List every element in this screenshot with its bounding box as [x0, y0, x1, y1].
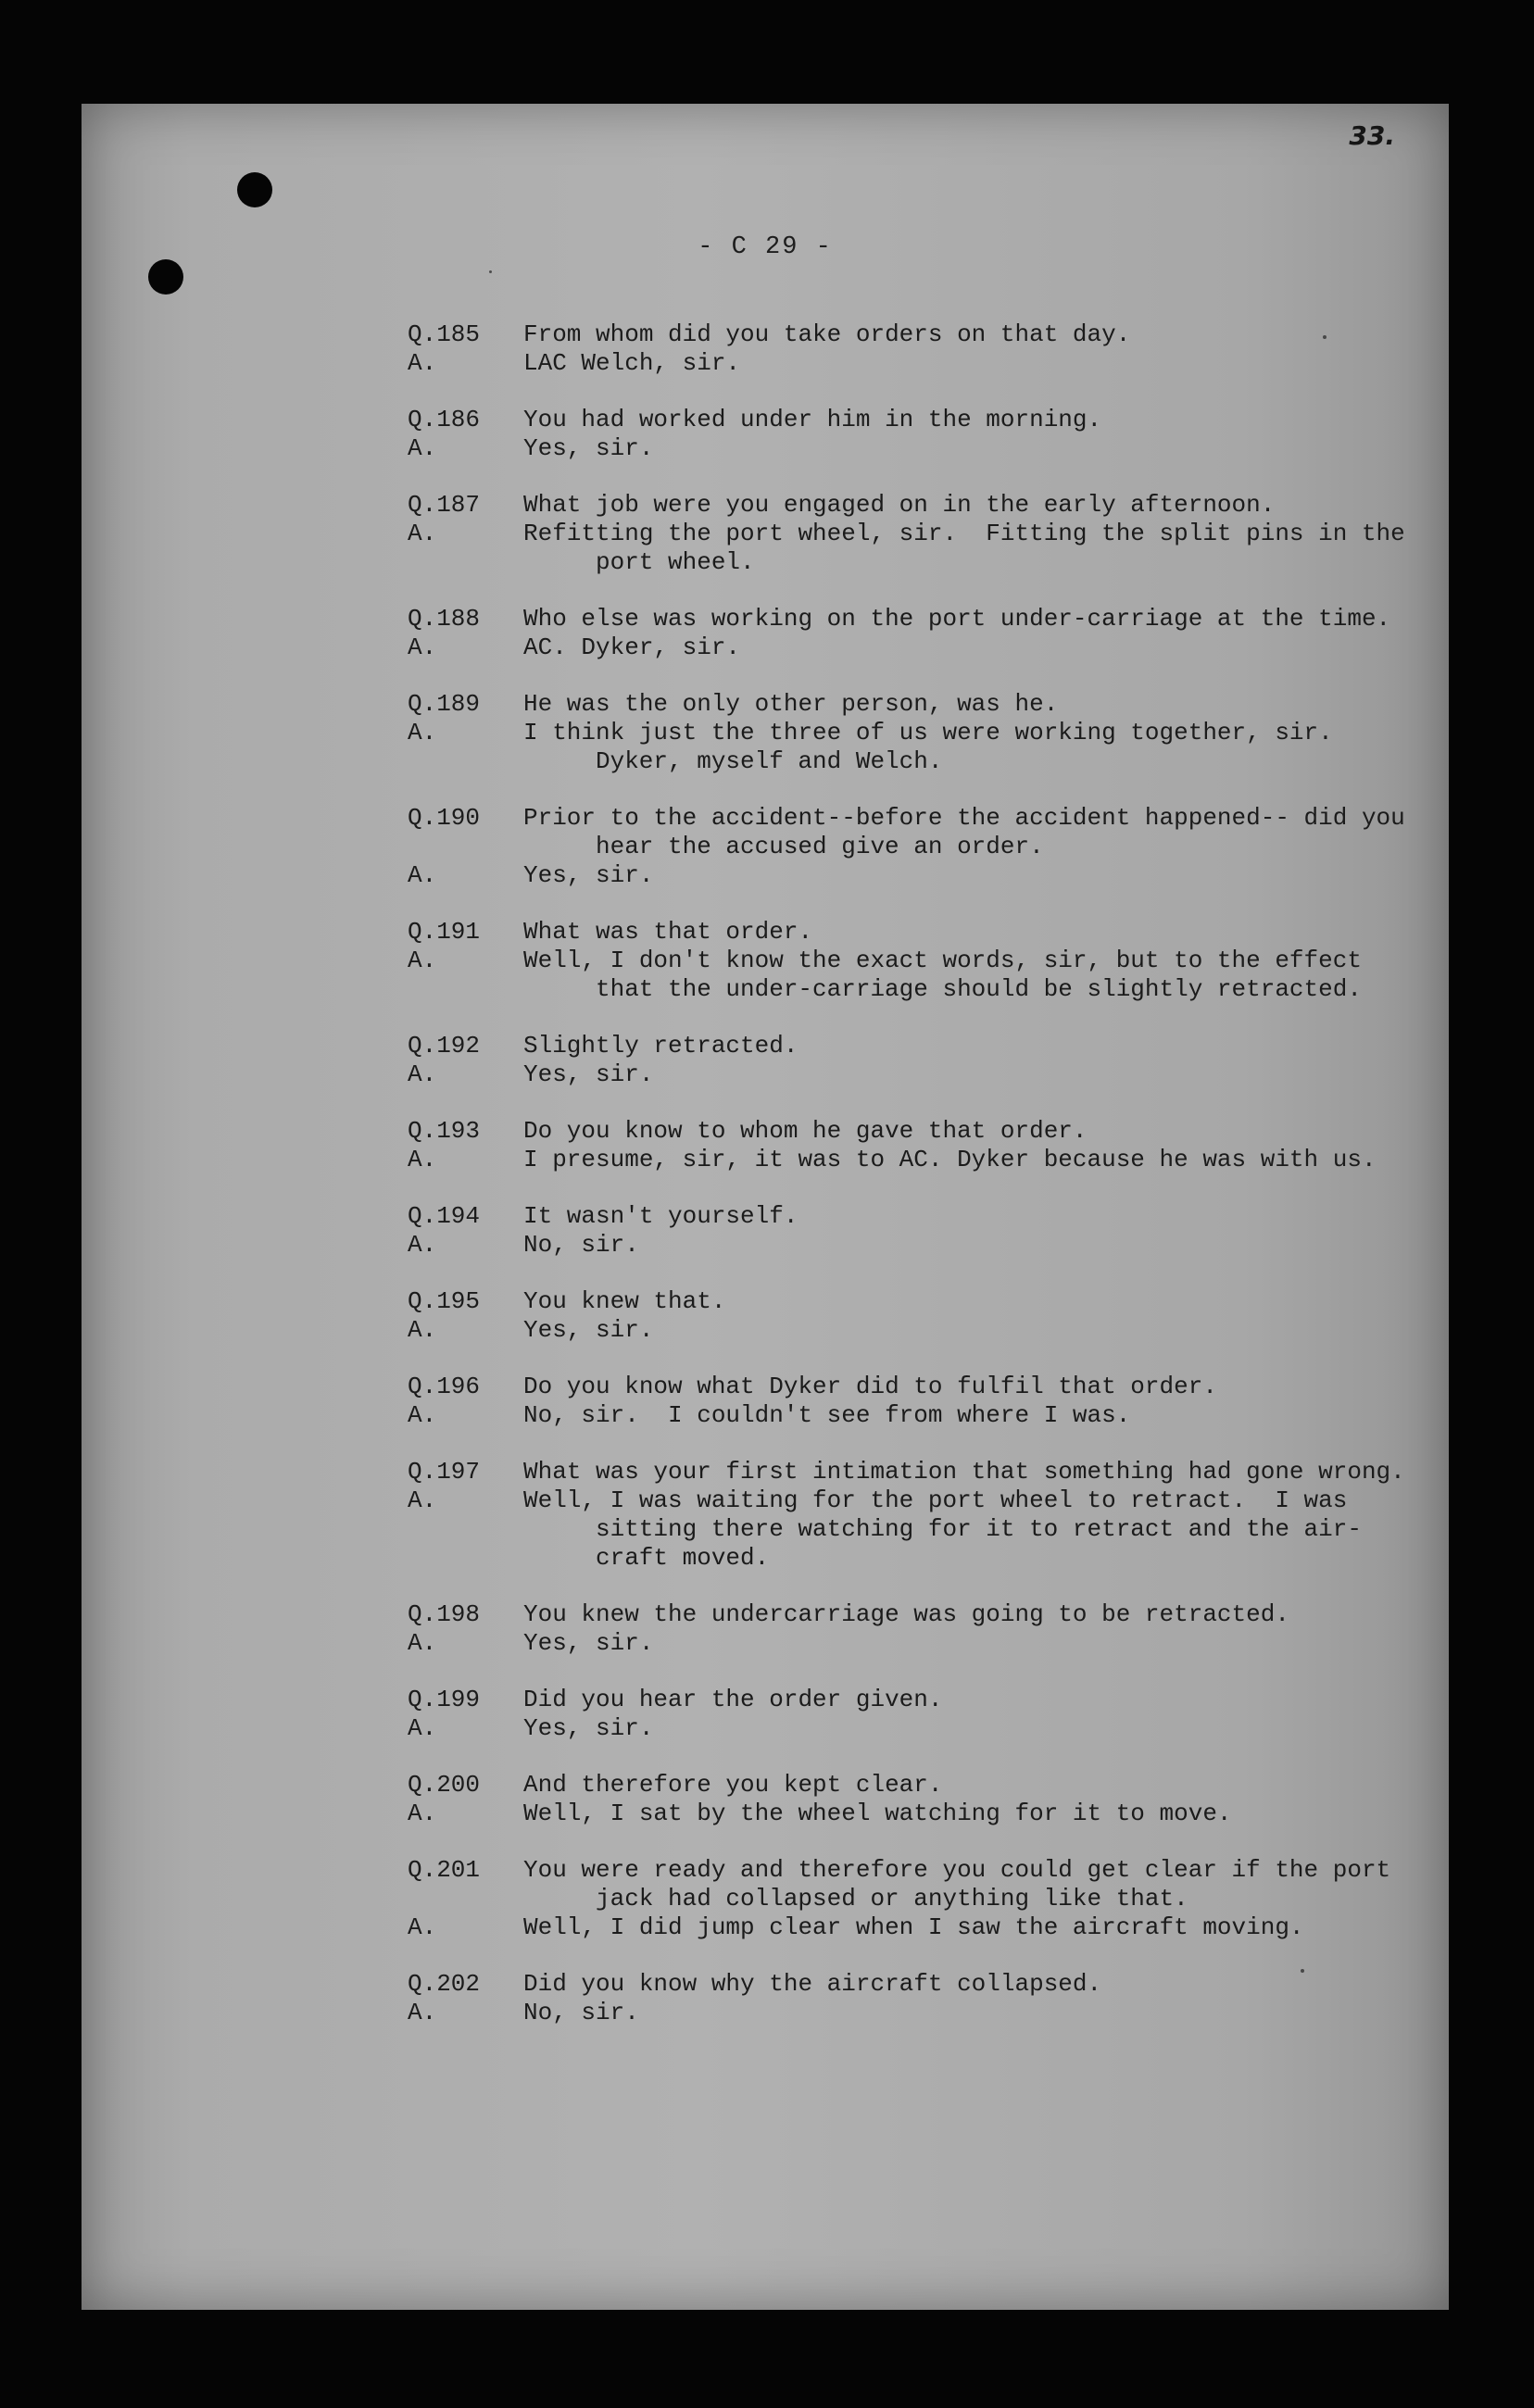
- answer-text: Yes, sir.: [523, 434, 654, 462]
- transcript-list: [408, 320, 1427, 2055]
- punch-hole-icon: [237, 172, 272, 207]
- qa-entry: [408, 1856, 1427, 1942]
- qa-entry: [408, 1202, 1427, 1260]
- question-text: He was the only other person, was he.: [523, 690, 1059, 718]
- question-label: Q.195: [408, 1287, 481, 1315]
- question-label: Q.193: [408, 1117, 481, 1145]
- answer-label: A.: [408, 1714, 437, 1742]
- question-label: Q.189: [408, 690, 481, 718]
- qa-entry: [408, 1970, 1427, 2027]
- question-text: Slightly retracted.: [523, 1032, 798, 1060]
- answer-label: A.: [408, 1629, 437, 1657]
- question-text: What job were you engaged on in the early afternoon.: [523, 491, 1276, 519]
- answer-label: A.: [408, 520, 437, 547]
- question-text: What was that order.: [523, 918, 813, 946]
- question-text: It wasn't yourself.: [523, 1202, 798, 1230]
- question-label: Q.188: [408, 605, 481, 633]
- answer-label: A.: [408, 1060, 437, 1088]
- answer-text: Refitting the port wheel, sir. Fitting the split pins in the port wheel.: [523, 520, 1420, 576]
- question-label: Q.194: [408, 1202, 481, 1230]
- question-text: Did you hear the order given.: [523, 1686, 943, 1713]
- question-text: What was your first intimation that something had gone wrong.: [523, 1458, 1405, 1486]
- answer-label: A.: [408, 861, 437, 889]
- answer-label: A.: [408, 1913, 437, 1941]
- question-label: Q.198: [408, 1600, 481, 1628]
- answer-text: Yes, sir.: [523, 1629, 654, 1657]
- answer-text: I presume, sir, it was to AC. Dyker because he was with us.: [523, 1146, 1377, 1173]
- answer-text: LAC Welch, sir.: [523, 349, 741, 377]
- answer-text: No, sir.: [523, 1231, 639, 1259]
- document-page: [82, 104, 1449, 2310]
- question-label: Q.191: [408, 918, 481, 946]
- question-label: Q.190: [408, 804, 481, 832]
- qa-entry: [408, 1117, 1427, 1174]
- answer-text: No, sir.: [523, 1999, 639, 2026]
- answer-label: A.: [408, 1486, 437, 1514]
- answer-label: A.: [408, 633, 437, 661]
- qa-entry: [408, 1373, 1427, 1430]
- question-text: Do you know what Dyker did to fulfil that order.: [523, 1373, 1217, 1400]
- answer-text: Well, I don't know the exact words, sir, but to the effect that the under-carriage should be slightly retracted.: [523, 947, 1377, 1003]
- answer-text: Yes, sir.: [523, 1714, 654, 1742]
- qa-entry: [408, 804, 1427, 890]
- answer-text: Yes, sir.: [523, 861, 654, 889]
- answer-text: No, sir. I couldn't see from where I was.: [523, 1401, 1131, 1429]
- question-label: Q.196: [408, 1373, 481, 1400]
- question-text: You knew that.: [523, 1287, 726, 1315]
- answer-text: Yes, sir.: [523, 1316, 654, 1344]
- punch-hole-icon: [148, 259, 183, 295]
- answer-label: A.: [408, 349, 437, 377]
- answer-label: A.: [408, 1231, 437, 1259]
- question-text: Who else was working on the port under-carriage at the time.: [523, 605, 1391, 633]
- answer-label: A.: [408, 1800, 437, 1827]
- question-label: Q.202: [408, 1970, 481, 1998]
- question-text: Do you know to whom he gave that order.: [523, 1117, 1088, 1145]
- answer-label: A.: [408, 719, 437, 746]
- question-text: Did you know why the aircraft collapsed.: [523, 1970, 1102, 1998]
- qa-entry: [408, 918, 1427, 1004]
- question-text: From whom did you take orders on that day.: [523, 320, 1131, 348]
- question-label: Q.186: [408, 406, 481, 433]
- qa-entry: [408, 1032, 1427, 1089]
- answer-text: Well, I was waiting for the port wheel to retract. I was sitting there watching for it to retract and the air- craft moved.: [523, 1486, 1377, 1572]
- qa-entry: [408, 690, 1427, 776]
- qa-entry: [408, 320, 1427, 378]
- question-label: Q.200: [408, 1771, 481, 1799]
- answer-label: A.: [408, 434, 437, 462]
- answer-label: A.: [408, 1401, 437, 1429]
- answer-text: I think just the three of us were working together, sir. Dyker, myself and Welch.: [523, 719, 1348, 775]
- qa-entry: [408, 1771, 1427, 1828]
- question-text: And therefore you kept clear.: [523, 1771, 943, 1799]
- page-header: - C 29 -: [698, 233, 833, 261]
- answer-text: Yes, sir.: [523, 1060, 654, 1088]
- qa-entry: [408, 605, 1427, 662]
- qa-entry: [408, 491, 1427, 577]
- answer-text: Well, I sat by the wheel watching for it to move.: [523, 1800, 1232, 1827]
- question-text: You were ready and therefore you could get clear if the port jack had collapsed or anything like that.: [523, 1856, 1405, 1913]
- question-label: Q.187: [408, 491, 481, 519]
- question-label: Q.192: [408, 1032, 481, 1060]
- qa-entry: [408, 1287, 1427, 1345]
- question-text: You had worked under him in the morning.: [523, 406, 1102, 433]
- question-text: You knew the undercarriage was going to be retracted.: [523, 1600, 1289, 1628]
- question-label: Q.185: [408, 320, 481, 348]
- ink-speck: [489, 270, 492, 273]
- qa-entry: [408, 406, 1427, 463]
- answer-text: AC. Dyker, sir.: [523, 633, 741, 661]
- qa-entry: [408, 1600, 1427, 1658]
- answer-text: Well, I did jump clear when I saw the aircraft moving.: [523, 1913, 1304, 1941]
- question-label: Q.197: [408, 1458, 481, 1486]
- question-label: Q.201: [408, 1856, 481, 1884]
- answer-label: A.: [408, 1316, 437, 1344]
- ink-speck: [1323, 335, 1327, 339]
- answer-label: A.: [408, 1146, 437, 1173]
- page-number: 33.: [1349, 120, 1395, 151]
- ink-speck: [1301, 1969, 1304, 1973]
- answer-label: A.: [408, 947, 437, 974]
- answer-label: A.: [408, 1999, 437, 2026]
- qa-entry: [408, 1686, 1427, 1743]
- question-text: Prior to the accident--before the accident happened-- did you hear the accused give an order.: [523, 804, 1420, 860]
- qa-entry: [408, 1458, 1427, 1573]
- question-label: Q.199: [408, 1686, 481, 1713]
